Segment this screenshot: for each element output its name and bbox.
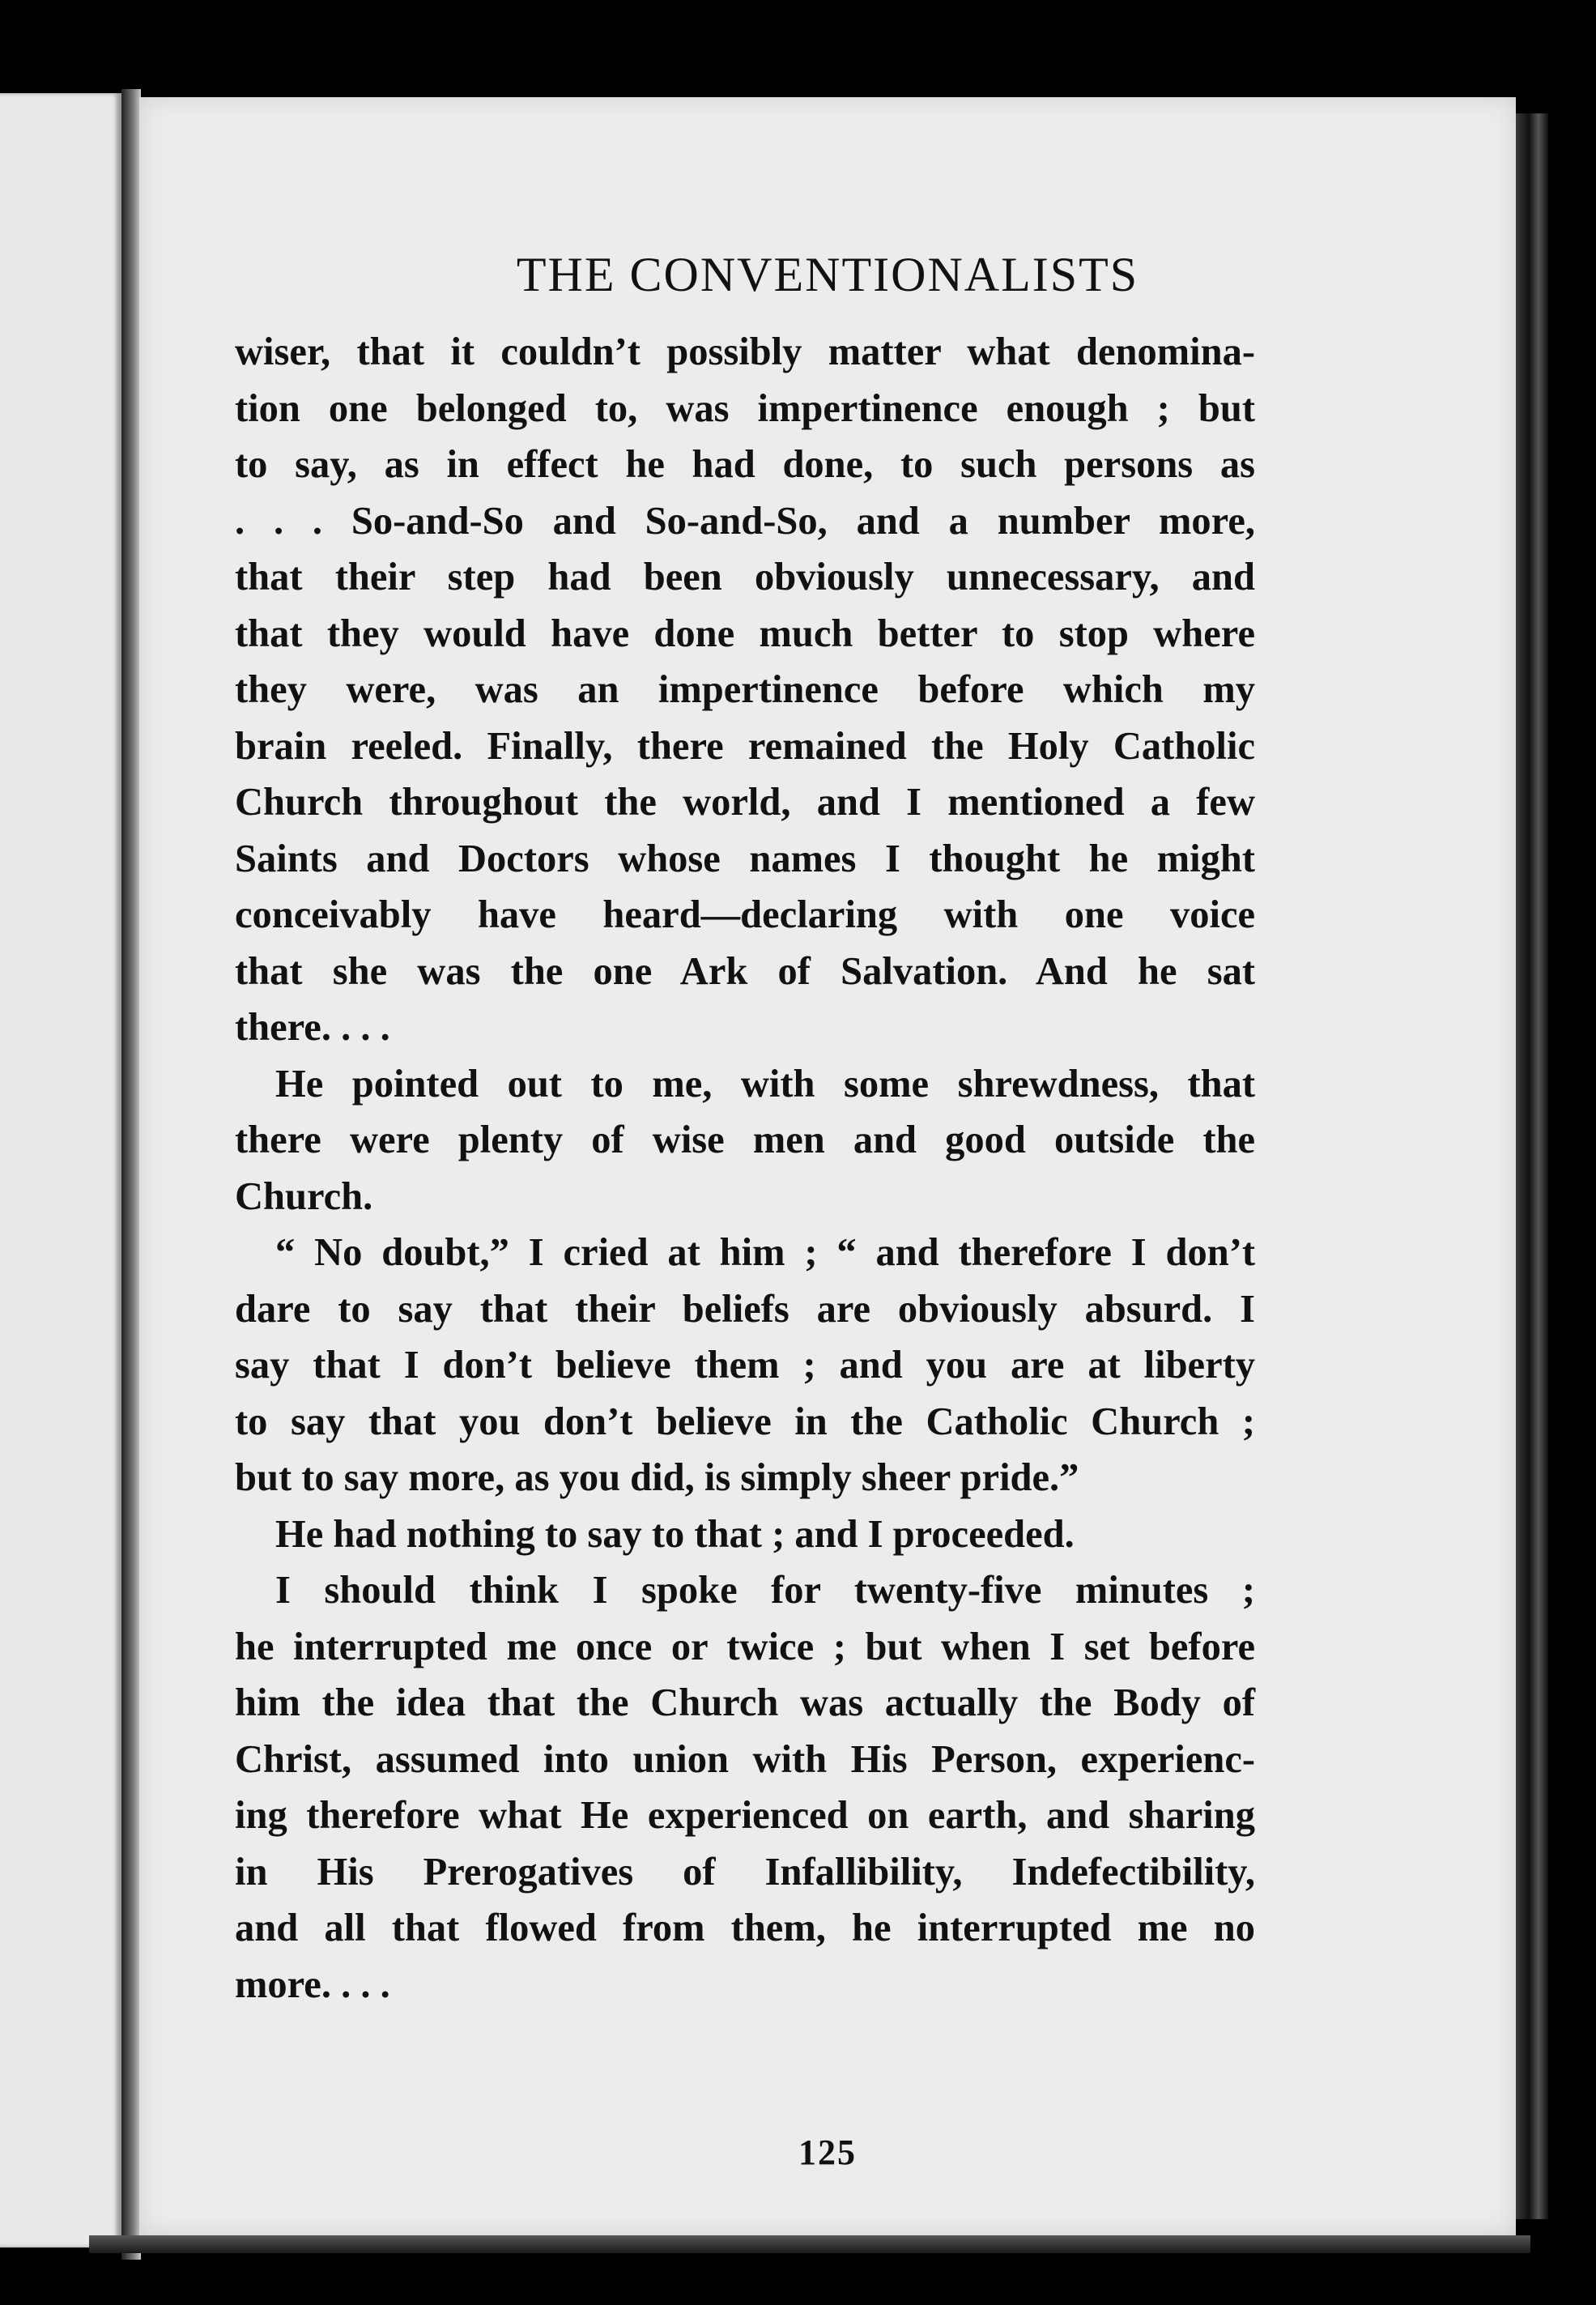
text-line: more. . . . <box>235 1962 390 2006</box>
text-line: I should think I spoke for twenty-five minutes ; <box>275 1569 1255 1612</box>
text-line: in His Prerogatives of Infallibility, Indefectibility, <box>235 1850 1255 1894</box>
page-bottom-edge <box>89 2235 1530 2253</box>
body-text <box>235 324 1255 2013</box>
text-line: tion one belonged to, was impertinence enough ; but <box>235 386 1255 430</box>
text-line: Christ, assumed into union with His Person, experienc- <box>235 1737 1255 1781</box>
text-line: that they would have done much better to stop where <box>235 611 1255 655</box>
text-line: there were plenty of wise men and good outside the <box>235 1118 1255 1161</box>
book-gutter <box>121 89 141 2260</box>
page-stack-edge <box>1516 113 1548 2219</box>
page-number: 125 <box>798 2132 857 2172</box>
text-line: to say, as in effect he had done, to such persons as <box>235 443 1255 486</box>
text-line: there. . . . <box>235 1006 390 1049</box>
text-line: they were, was an impertinence before which my <box>235 668 1255 711</box>
text-line: that their step had been obviously unnecessary, and <box>235 556 1255 599</box>
text-line: He pointed out to me, with some shrewdness, that <box>275 1062 1255 1106</box>
text-line: but to say more, as you did, is simply sheer pride.” <box>235 1456 1079 1499</box>
text-line: that she was the one Ark of Salvation. And he sat <box>235 949 1255 993</box>
text-line: . . . So-and-So and So-and-So, and a number more, <box>235 499 1255 543</box>
text-line: He had nothing to say to that ; and I proceeded. <box>275 1512 1075 1556</box>
text-line: dare to say that their beliefs are obviously absurd. I <box>235 1287 1255 1331</box>
text-line: and all that flowed from them, he interrupted me no <box>235 1907 1255 1949</box>
facing-page-edge <box>0 93 121 2247</box>
text-line: him the idea that the Church was actually the Body of <box>235 1681 1255 1724</box>
text-line: say that I don’t believe them ; and you are at liberty <box>235 1344 1255 1387</box>
text-line: to say that you don’t believe in the Catholic Church ; <box>235 1400 1255 1443</box>
text-line: ing therefore what He experienced on earth, and sharing <box>235 1794 1255 1837</box>
text-line: “ No doubt,” I cried at him ; “ and therefore I don’t <box>275 1231 1255 1274</box>
text-line: brain reeled. Finally, there remained the Holy Catholic <box>235 724 1255 768</box>
text-line: Church throughout the world, and I mentioned a few <box>235 781 1255 824</box>
text-line: Church. <box>235 1174 373 1218</box>
running-head: THE CONVENTIONALISTS <box>516 248 1139 301</box>
text-line: wiser, that it couldn’t possibly matter what denomina- <box>235 330 1255 373</box>
text-line: Saints and Doctors whose names I thought he might <box>235 837 1255 880</box>
text-line: conceivably have heard—declaring with one voice <box>235 893 1255 936</box>
book-page <box>139 97 1516 2235</box>
text-line: he interrupted me once or twice ; but when I set before <box>235 1625 1255 1668</box>
